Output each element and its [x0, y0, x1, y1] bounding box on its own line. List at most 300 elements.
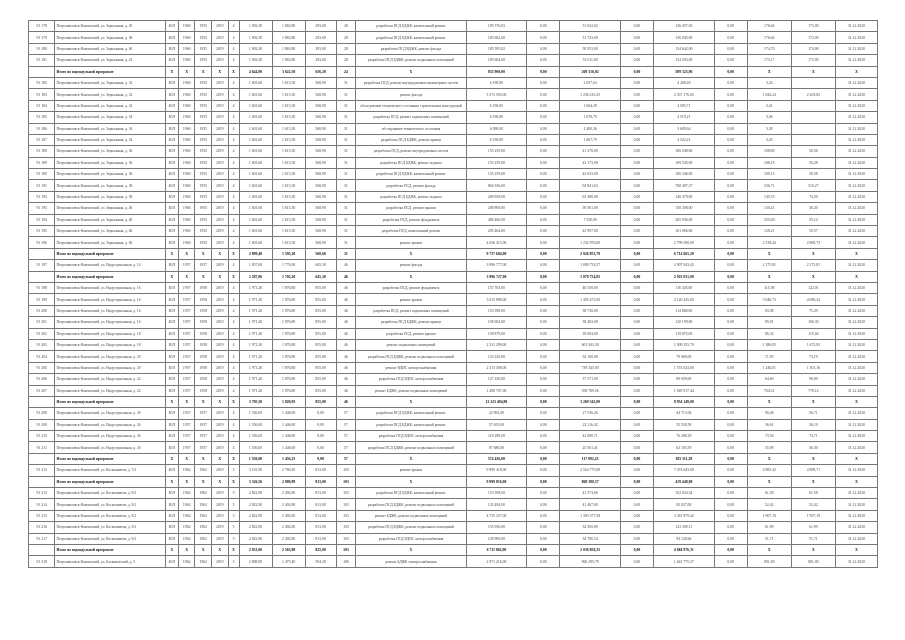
table-cell: 31.12.2020	[835, 442, 877, 453]
table-cell: 2019	[211, 317, 228, 328]
table-cell: 2019	[211, 488, 228, 499]
table-cell: 4	[228, 339, 239, 350]
table-cell: 0,00	[620, 305, 653, 316]
table-cell: разработка ПСД БДЖК, ремонт крыши	[356, 317, 466, 328]
table-cell: 91 184	[29, 100, 55, 111]
table-cell: Х	[356, 271, 466, 282]
table-cell: 51,71	[791, 533, 835, 544]
table-cell: 2019	[211, 237, 228, 248]
table-cell: 1962	[178, 499, 195, 510]
table-cell: 209 859,00	[466, 191, 527, 202]
table-cell: 0,00	[620, 77, 653, 88]
table-cell: 1955	[195, 112, 212, 123]
table-cell: Х	[165, 66, 178, 77]
table-cell: 1 246,01	[747, 362, 791, 373]
table-cell: 31.12.2020	[835, 112, 877, 123]
table-cell: 0,00	[620, 374, 653, 385]
table-row	[29, 408, 878, 419]
table-cell: ЮЛ	[165, 522, 178, 533]
table-cell: 85,91	[747, 317, 791, 328]
table-cell: 122,01	[791, 282, 835, 293]
table-cell: Х	[747, 544, 791, 555]
table-cell: 0,00	[714, 499, 747, 510]
table-cell: 4 096,24	[791, 294, 835, 305]
table-cell: 1 971,20	[239, 339, 272, 350]
table-cell: 91 208	[29, 408, 55, 419]
table-cell: 31.12.2020	[835, 203, 877, 214]
table-cell: 173,00	[791, 55, 835, 66]
table-cell: 1 556,00	[239, 453, 272, 464]
table-cell: 61,58	[791, 488, 835, 499]
table-cell: 1958	[195, 339, 212, 350]
table-cell: 1 971,20	[239, 374, 272, 385]
table-cell: 4	[228, 419, 239, 430]
table-cell: ЮЛ	[165, 134, 178, 145]
table-cell: 2 511 299,00	[466, 339, 527, 350]
table-cell: 55,99	[747, 442, 791, 453]
table-cell: 28	[336, 32, 356, 43]
table-cell: 568,90	[305, 180, 336, 191]
table-cell: 4 644,90	[239, 66, 272, 77]
table-row	[29, 351, 878, 362]
table-cell: Петропавловск-Камчатский, ул. Зеркальная, д. 36	[55, 146, 165, 157]
table-cell: 145,53	[747, 191, 791, 202]
table-cell: 1 876,80	[272, 317, 305, 328]
table-cell: 2019	[211, 157, 228, 168]
table-cell: 1 909 355,70	[654, 339, 715, 350]
table-cell: разработка ПСД, капитальный ремонт	[356, 226, 466, 237]
table-cell: 91 212	[29, 465, 55, 476]
table-cell: 38 730,00	[560, 305, 621, 316]
table-cell: 2019	[211, 351, 228, 362]
table-cell: 0,00	[620, 544, 653, 555]
table-cell: 0,00	[620, 385, 653, 396]
table-cell: 31.12.2020	[835, 100, 877, 111]
table-cell: 855,00	[305, 396, 336, 407]
table-cell: 1958	[195, 328, 212, 339]
table-cell: 34 780,34	[560, 533, 621, 544]
table-cell: 1 446,00	[272, 419, 305, 430]
table-cell: 0,00	[620, 55, 653, 66]
table-cell: 2 492,80	[272, 510, 305, 521]
table-cell: ЮЛ	[165, 465, 178, 476]
table-cell: 2019	[211, 362, 228, 373]
table-cell: 158 879,00	[466, 328, 527, 339]
table-cell: 3 996 727,00	[466, 271, 527, 282]
table-cell: 2019	[211, 146, 228, 157]
table-cell: 0,00	[620, 328, 653, 339]
table-cell: Х	[211, 396, 228, 407]
subtotal-row	[29, 271, 878, 282]
table-cell: 7 474 643,00	[654, 465, 715, 476]
table-cell: 1955	[195, 100, 212, 111]
table-cell: 4	[228, 385, 239, 396]
table-cell: Х	[747, 396, 791, 407]
table-cell: 2 036 856,35	[560, 544, 621, 555]
table-cell: 813,00	[305, 533, 336, 544]
table-cell: 103	[336, 476, 356, 487]
table-cell: 44 713,04	[654, 408, 715, 419]
table-cell: ремонт ВДИС электроснабжения	[356, 362, 466, 373]
table-cell: 1955	[195, 169, 212, 180]
table-cell: 31	[336, 191, 356, 202]
table-cell: 2 518,44	[747, 237, 791, 248]
table-cell: 91 206	[29, 374, 55, 385]
table-cell: 0,00	[714, 157, 747, 168]
table-cell: 4 036 415,00	[466, 237, 527, 248]
table-cell: 4	[228, 134, 239, 145]
table-cell: 114 868,00	[654, 305, 715, 316]
table-cell: разработка ПСД ВДИС электроснабжения	[356, 374, 466, 385]
table-cell: 103	[336, 499, 356, 510]
table-cell: 0,00	[527, 226, 560, 237]
table-cell: 568,90	[305, 146, 336, 157]
table-cell: 1960	[178, 180, 195, 191]
table-cell: 46	[336, 282, 356, 293]
table-cell: 2019	[211, 522, 228, 533]
table-cell: 1 820,95	[272, 396, 305, 407]
table-row	[29, 533, 878, 544]
table-cell: 0,00	[527, 488, 560, 499]
table-cell: Петропавловск-Камчатский, ул. Зеркальная, д. 32	[55, 89, 165, 100]
table-cell: Х	[356, 453, 466, 464]
table-cell: 91 186	[29, 123, 55, 134]
table-row	[29, 374, 878, 385]
table-cell: 91 181	[29, 55, 55, 66]
table-cell: 31.12.2020	[835, 385, 877, 396]
table-cell: 1955	[195, 55, 212, 66]
table-cell: 150 308,00	[654, 203, 715, 214]
table-cell: 9 737 604,00	[466, 248, 527, 259]
table-cell: 1 615,30	[272, 89, 305, 100]
table-cell: 1962	[178, 533, 195, 544]
table-cell: ЮЛ	[165, 488, 178, 499]
table-cell	[791, 134, 835, 145]
table-cell: Х	[211, 66, 228, 77]
table-cell: 1958	[195, 362, 212, 373]
table-cell: 31.12.2020	[835, 123, 877, 134]
table-cell: 855,00	[305, 351, 336, 362]
table-cell: 1 615,30	[272, 169, 305, 180]
table-cell: 1 615,30	[272, 146, 305, 157]
table-cell: 568,90	[305, 157, 336, 168]
table-cell: 645,30	[305, 271, 336, 282]
table-cell: 91 198	[29, 282, 55, 293]
table-cell: 91 180	[29, 43, 55, 54]
table-cell: 87 686,00	[466, 442, 527, 453]
table-cell: 1955	[195, 203, 212, 214]
table-cell: разработка ПСД, ремонт внутридомовых систем	[356, 146, 466, 157]
table-cell: 118 289,00	[466, 431, 527, 442]
table-cell: Х	[165, 271, 178, 282]
table-cell: 2 297,06	[239, 271, 272, 282]
table-cell: 46	[336, 260, 356, 271]
table-cell: 2019	[211, 533, 228, 544]
table-cell: 4	[228, 282, 239, 293]
table-cell: 0,00	[527, 282, 560, 293]
table-row	[29, 237, 878, 248]
table-cell: 57	[336, 453, 356, 464]
table-cell: 2019	[211, 442, 228, 453]
table-cell: разработка ПСД БДЖК, капитальный ремонт	[356, 488, 466, 499]
table-cell: 91 210	[29, 431, 55, 442]
table-cell: разработка ПСД БДЖК, ремонт подвальных помещений	[356, 522, 466, 533]
table-cell: Х	[356, 544, 466, 555]
table-cell: 1 673,92	[791, 339, 835, 350]
table-cell: 0,00	[527, 203, 560, 214]
table-cell	[791, 100, 835, 111]
table-cell: 855,00	[305, 374, 336, 385]
table-cell: 0,00	[527, 510, 560, 521]
table-cell: 1957	[178, 294, 195, 305]
table-cell: 6 711 862,00	[466, 544, 527, 555]
table-cell: 1957	[178, 442, 195, 453]
table-cell: Петропавловск-Камчатский, ул. Индустриальная, д. 22	[55, 385, 165, 396]
table-cell: 1962	[178, 556, 195, 567]
table-cell: 0,00	[527, 100, 560, 111]
table-cell: 1 615,30	[272, 134, 305, 145]
table-cell: 46	[336, 294, 356, 305]
table-cell: 120 199,00	[654, 317, 715, 328]
table-cell: 3 046,73	[747, 294, 791, 305]
table-cell: Х	[195, 453, 212, 464]
table-cell: Х	[747, 271, 791, 282]
table-cell: 119 875,00	[654, 328, 715, 339]
table-cell: Х	[835, 66, 877, 77]
table-row	[29, 180, 878, 191]
table-cell: 0,00	[714, 123, 747, 134]
table-cell: 109 545,00	[654, 157, 715, 168]
table-cell: Х	[228, 453, 239, 464]
table-cell: 1958	[195, 374, 212, 385]
table-cell: 38 403,00	[560, 317, 621, 328]
table-cell: 4	[228, 431, 239, 442]
table-cell: 1 876,80	[272, 351, 305, 362]
table-cell: Х	[195, 271, 212, 282]
table-cell: 1962	[178, 510, 195, 521]
table-cell: 0,00	[620, 157, 653, 168]
table-cell: Х	[211, 476, 228, 487]
table-cell: 0,00	[714, 260, 747, 271]
table-cell: Х	[747, 453, 791, 464]
table-cell: Х	[747, 66, 791, 77]
table-cell: 0,00	[527, 328, 560, 339]
table-cell: разработка ПСД БДЖК, капитальный ремонт	[356, 32, 466, 43]
table-cell: 76 208,29	[654, 431, 715, 442]
table-cell: 2019	[211, 89, 228, 100]
table-cell: Петропавловск-Камчатский, ул. Зеркальная, д. 32	[55, 100, 165, 111]
table-cell: ремонт фасада	[356, 260, 466, 271]
table-cell: 764,31	[747, 385, 791, 396]
table-cell: 31	[336, 89, 356, 100]
table-cell: 1955	[195, 180, 212, 191]
table-cell: 0,00	[620, 442, 653, 453]
table-cell: Петропавловск-Камчатский, ул. Ботанический, д. 5	[55, 556, 165, 567]
table-cell: 2 799 590,00	[654, 237, 715, 248]
table-cell: 1962	[178, 465, 195, 476]
table-cell: 2019	[211, 510, 228, 521]
table-cell: 31.12.2020	[835, 214, 877, 225]
table-cell: 115,04	[791, 328, 835, 339]
table-cell: 103	[336, 544, 356, 555]
table-cell: 855,00	[305, 282, 336, 293]
table-cell: 0,00	[714, 100, 747, 111]
table-cell: ЮЛ	[165, 374, 178, 385]
table-row	[29, 100, 878, 111]
table-row	[29, 146, 878, 157]
table-cell: 0,00	[714, 271, 747, 282]
table-cell: 1 601,60	[239, 237, 272, 248]
table-cell: 0,00	[527, 55, 560, 66]
table-cell: 574 426,00	[466, 453, 527, 464]
table-cell: 1958	[195, 317, 212, 328]
table-cell: Петропавловск-Камчатский, ул. Зеркальная, д. 38	[55, 191, 165, 202]
table-cell: 91 207	[29, 385, 55, 396]
table-cell: 0,00	[527, 408, 560, 419]
table-cell: 0,00	[714, 317, 747, 328]
table-cell: 103	[336, 533, 356, 544]
table-cell: Х	[356, 476, 466, 487]
table-cell: Х	[165, 453, 178, 464]
table-cell: ЮЛ	[165, 55, 178, 66]
table-cell: разработка ПСД БДЖК, ремонт крыши	[356, 134, 466, 145]
table-cell: ЮЛ	[165, 32, 178, 43]
table-cell: 1 615,30	[272, 77, 305, 88]
table-cell: 91 201	[29, 317, 55, 328]
table-cell: 4	[228, 146, 239, 157]
table-cell: 46	[336, 362, 356, 373]
table-row	[29, 203, 878, 214]
table-cell: 1960	[178, 43, 195, 54]
table-cell: 4	[228, 328, 239, 339]
table-cell: ЮЛ	[165, 499, 178, 510]
table-cell: 50 953,00	[560, 43, 621, 54]
table-cell: Х	[228, 396, 239, 407]
table-cell: 2 492,80	[272, 488, 305, 499]
subtotal-row	[29, 544, 878, 555]
table-cell: разработка ПСД БДЖК, ремонт подвальных помещений	[356, 55, 466, 66]
table-cell: 31.12.2020	[835, 556, 877, 567]
table-cell: 91 209	[29, 419, 55, 430]
table-cell: 1 615,30	[272, 191, 305, 202]
table-cell: 2 971 216,00	[466, 556, 527, 567]
table-cell: 2019	[211, 180, 228, 191]
table-cell: 1957	[178, 317, 195, 328]
table-cell: Х	[835, 453, 877, 464]
table-row	[29, 465, 878, 476]
table-cell: Х	[195, 476, 212, 487]
table-cell: 0,00	[620, 214, 653, 225]
table-cell: 0,00	[527, 180, 560, 191]
table-cell: 0,00	[714, 488, 747, 499]
table-cell: 31.12.2020	[835, 237, 877, 248]
table-cell: 90,46	[747, 408, 791, 419]
table-cell: 0,00	[527, 169, 560, 180]
table-cell: 0,00	[620, 271, 653, 282]
table-cell: 813,00	[305, 499, 336, 510]
table-cell: 568,90	[305, 169, 336, 180]
table-cell: 0,00	[527, 339, 560, 350]
table-cell: 31.12.2020	[835, 374, 877, 385]
table-cell: 46	[336, 328, 356, 339]
table-cell: 31.12.2020	[835, 21, 877, 32]
table-cell: 855,00	[305, 305, 336, 316]
table-cell: 0,00	[714, 55, 747, 66]
table-cell: 6 190,00	[466, 112, 527, 123]
table-cell: Х	[747, 248, 791, 259]
table-cell: 1 049 917,44	[654, 385, 715, 396]
table-cell: 43 173,00	[560, 157, 621, 168]
table-cell: 0,00	[620, 169, 653, 180]
table-cell: 1960	[178, 123, 195, 134]
table-cell: Петропавловск-Камчатский, ул. Зеркальная, д. 32	[55, 77, 165, 88]
table-cell: 103	[336, 488, 356, 499]
table-cell: 813,00	[305, 476, 336, 487]
table-cell: 0,00	[714, 544, 747, 555]
table-cell	[29, 248, 55, 259]
table-cell: ЮЛ	[165, 214, 178, 225]
table-cell: Х	[356, 248, 466, 259]
table-cell: 0,00	[305, 408, 336, 419]
table-cell: 9 999 816,00	[466, 476, 527, 487]
table-cell: 2019	[211, 77, 228, 88]
table-cell: ЮЛ	[165, 180, 178, 191]
table-cell: 3,24	[747, 77, 791, 88]
table-cell: 4 519,21	[654, 112, 715, 123]
table-cell: ЮЛ	[165, 419, 178, 430]
table-cell: 0,00	[714, 408, 747, 419]
table-cell: 1960	[178, 146, 195, 157]
table-cell	[791, 112, 835, 123]
table-cell: 1 971,20	[239, 385, 272, 396]
table-cell: 174,70	[747, 43, 791, 54]
table-cell: 109,13	[747, 169, 791, 180]
table-cell: ЮЛ	[165, 339, 178, 350]
table-cell: 0,00	[527, 32, 560, 43]
table-cell: 1 902,30	[239, 32, 272, 43]
table-cell: 1 393 377,58	[560, 510, 621, 521]
table-cell: 0,00	[714, 32, 747, 43]
table-cell: 0,00	[527, 260, 560, 271]
table-cell: 1 971,20	[239, 362, 272, 373]
table-cell: Х	[228, 476, 239, 487]
table-cell: 589 325,96	[654, 66, 715, 77]
table-cell: 2 492,80	[272, 499, 305, 510]
table-cell: 36,61	[747, 419, 791, 430]
subtotal-row	[29, 396, 878, 407]
table-cell: 0,00	[714, 237, 747, 248]
table-cell: 1 876,80	[272, 305, 305, 316]
table-cell: 4	[228, 442, 239, 453]
table-cell: 91 205	[29, 362, 55, 373]
table-cell: Х	[356, 396, 466, 407]
table-cell: 43 033,00	[560, 169, 621, 180]
table-cell: 31.12.2020	[835, 317, 877, 328]
table-cell: 0,00	[620, 476, 653, 487]
table-cell: обследование технического состояния	[356, 123, 466, 134]
table-cell: 4	[228, 351, 239, 362]
table-cell: 1 902,30	[239, 21, 272, 32]
table-cell: 2019	[211, 374, 228, 385]
table-cell: 568,90	[305, 77, 336, 88]
table-cell: 31	[336, 180, 356, 191]
table-cell: 1 902,30	[239, 43, 272, 54]
table-cell: 185 604,00	[466, 55, 527, 66]
table-cell: 12 223 494,00	[466, 396, 527, 407]
table-cell: 0,00	[714, 339, 747, 350]
table-cell: ЮЛ	[165, 533, 178, 544]
table-cell: 4	[228, 21, 239, 32]
